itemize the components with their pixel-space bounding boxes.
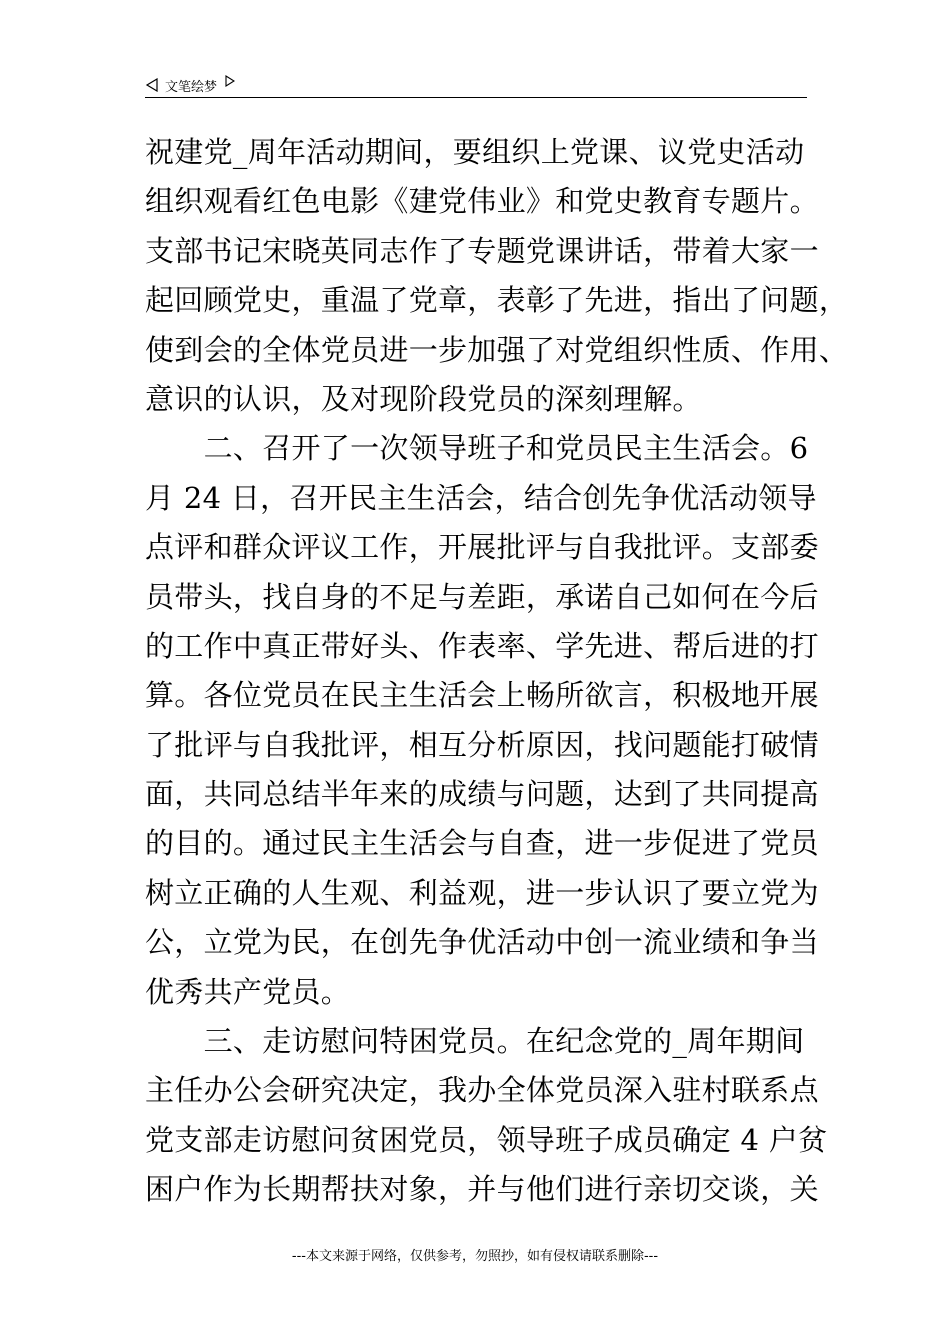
body-line: 算。各位党员在民主生活会上畅所欲言，积极地开展 [145, 678, 819, 713]
document-body [145, 128, 849, 1215]
header-divider [145, 97, 807, 98]
body-line: 使到会的全体党员进一步加强了对党组织性质、作用、 [145, 332, 849, 367]
body-line: 的目的。通过民主生活会与自查，进一步促进了党员 [145, 826, 819, 861]
body-line: 三、走访慰问特困党员。在纪念党的_周年期间 [145, 1024, 805, 1059]
body-line: 优秀共产党员。 [145, 974, 351, 1009]
body-line: 支部书记宋晓英同志作了专题党课讲话，带着大家一 [145, 233, 819, 268]
body-line: 点评和群众评议工作，开展批评与自我批评。支部委 [145, 530, 819, 565]
body-line: 主任办公会研究决定，我办全体党员深入驻村联系点 [145, 1073, 819, 1108]
body-line: 树立正确的人生观、利益观，进一步认识了要立党为 [145, 875, 819, 910]
triangle-left-outline-icon [145, 78, 159, 92]
header-brand: 文笔绘梦 [165, 79, 218, 95]
body-line: 了批评与自我批评，相互分析原因，找问题能打破情 [145, 727, 819, 762]
body-line: 面，共同总结半年来的成绩与问题，达到了共同提高 [145, 777, 819, 812]
body-line: 组织观看红色电影《建党伟业》和党史教育专题片。 [145, 184, 819, 219]
body-line: 意识的认识，及对现阶段党员的深刻理解。 [145, 381, 702, 416]
triangle-right-outline-icon [225, 75, 235, 87]
body-line: 祝建党_周年活动期间，要组织上党课、议党史活动 [145, 135, 805, 169]
body-line: 起回顾党史，重温了党章，表彰了先进，指出了问题， [145, 283, 849, 318]
body-line: 员带头，找自身的不足与差距，承诺自己如何在今后 [145, 579, 819, 614]
body-line: 二、召开了一次领导班子和党员民主生活会。6 [145, 431, 809, 466]
body-line: 党支部走访慰问贫困党员，领导班子成员确定 4 户贫 [145, 1122, 828, 1157]
body-line: 公，立党为民，在创先争优活动中创一流业绩和争当 [145, 925, 819, 960]
page-header [145, 73, 807, 97]
body-line: 的工作中真正带好头、作表率、学先进、帮后进的打 [145, 628, 819, 663]
footer-disclaimer: ---本文来源于网络，仅供参考，勿照抄，如有侵权请联系删除--- [291, 1249, 659, 1264]
body-line: 月 24 日，召开民主生活会，结合创先争优活动领导 [145, 480, 817, 515]
body-line: 困户作为长期帮扶对象，并与他们进行亲切交谈，关 [145, 1172, 819, 1207]
